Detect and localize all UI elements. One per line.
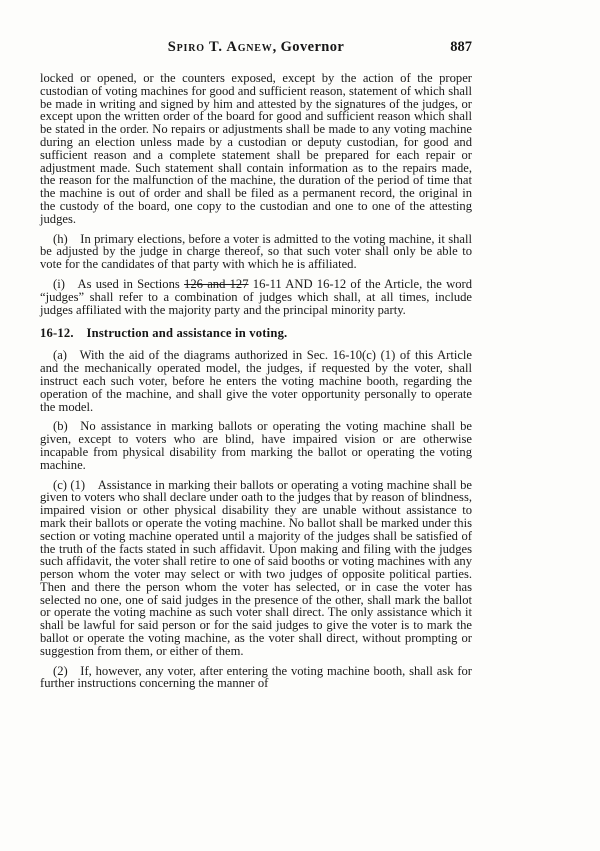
page-number: 887	[450, 39, 472, 55]
text-run: (b) No assistance in marking ballots or operating the voting machine shall be given, except to voters who are blind, have impaired vision or are otherwise incapable from physical disability from marking the ballot or operating the voting machine.	[40, 419, 472, 472]
struck-text-run: 126 and 127	[184, 276, 249, 291]
paragraph	[40, 349, 472, 413]
text-run: (a) With the aid of the diagrams authorized in Sec. 16-10(c) (1) of this Article and the mechanically operated model, the judges, if requested by the voter, shall instruct each such voter, before he enters the voting machine booth, regarding the operation of the machine, and shall give the voter opportunity personally to operate the model.	[40, 348, 472, 414]
text-run: (2) If, however, any voter, after entering the voting machine booth, shall ask for further instructions concerning the manner of	[40, 663, 472, 691]
paragraph	[40, 233, 472, 271]
paragraph	[40, 72, 472, 226]
text-run: (i) As used in Sections	[53, 276, 185, 291]
paragraph	[40, 665, 472, 691]
text-run: 16-12. Instruction and assistance in voting.	[40, 326, 288, 341]
running-head	[40, 39, 472, 56]
page-body	[40, 72, 472, 697]
section-heading	[40, 327, 472, 340]
page-header	[40, 39, 472, 57]
text-run: (c) (1) Assistance in marking their ballots or operating a voting machine shall be given to voters who shall declare under oath to the judges that by reason of blindness, impaired vision or other physical disability they are unable without assistance to mark their ballots or operate the voting machine. No ballot shall be marked under this section or voting machine operated until a majority of the judges shall be satisfied of the truth of the facts stated in such affidavit. Upon making and filing with the judges such affidavit, the voter shall retire to one of said booths or voting machines with any person whom the voter may select or with two judges of opposite political parties. Then and there the person whom the voter has selected, or in case the voter has selected no one, one of said judges in the presence of the other, shall mark the ballot or operate the voting machine as such voter shall direct. The only assistance which it shall be lawful for said person or for the said judges to give the voter is to mark the ballot or operate the voting machine, as the voter shall direct, without prompting or suggestion from them, or either of them.	[40, 477, 472, 658]
text-run: (h) In primary elections, before a voter is admitted to the voting machine, it shall be adjusted by the judge in charge thereof, so that such voter shall only be able to vote for the candidates of that party with which he is affiliated.	[40, 231, 472, 272]
running-head-role: , Governor	[272, 39, 345, 55]
running-head-name: Spiro T. Agnew	[167, 39, 273, 55]
text-run: 16-11 AND 16-12 of the Article, the word “judges” shall refer to a combination of judges which shall, at all times, include judges affiliated with the majority party and the principal minority party.	[40, 276, 472, 317]
paragraph	[40, 479, 472, 658]
paragraph	[40, 278, 472, 316]
paragraph	[40, 420, 472, 471]
text-run: locked or opened, or the counters exposed, except by the action of the proper custodian of voting machines for good and sufficient reason, statement of which shall be made in writing and signed by him and attested by the signatures of the judges, or except upon the written order of the board for good and sufficient reason which shall be stated in the order. No repairs or adjustments shall be made to any voting machine during an election unless made by a custodian or deputy custodian, for good and sufficient reason and a complete statement shall be prepared for each repair or adjustment made. Such statement shall contain information as to the repairs made, the reason for the malfunction of the machine, the duration of the period of time that the machine is out of order and shall be filed as a permanent record, the original in the custody of the board, one copy to the custodian and one to one of the attesting judges.	[40, 71, 472, 226]
